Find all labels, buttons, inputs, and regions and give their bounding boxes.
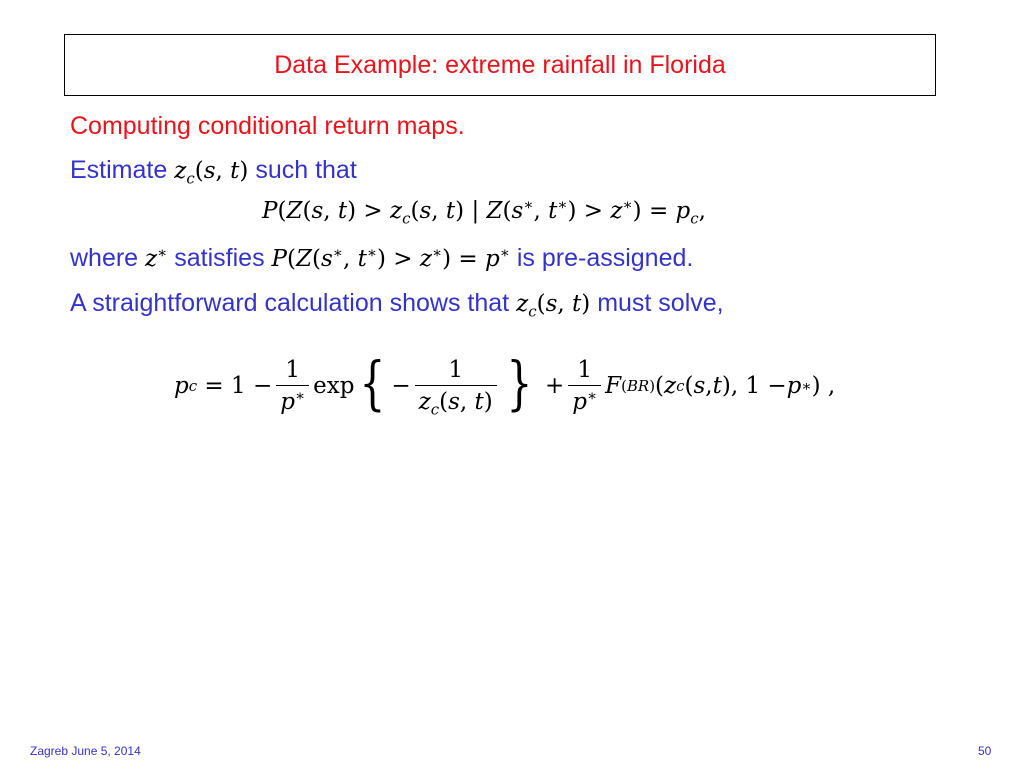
heading-text: Computing conditional return maps. [70, 112, 465, 140]
footer-date: Zagreb June 5, 2014 [30, 744, 141, 758]
conditional-probability-equation: P(Z(s, $t) > z_c(s$, t) | Z(s∗, $t^∗) > z^∗) = p_c$, [262, 195, 706, 228]
left-brace: { [359, 349, 386, 417]
preassigned-text: is pre-assigned. [516, 244, 694, 272]
where-prefix: where [70, 244, 139, 272]
fraction-one-over-pstar: $\frac{1}{p^∗}$ [276, 355, 309, 418]
where-equation: P(Z(s∗, t∗) > z∗) = p∗ [271, 243, 510, 272]
zc-st-math-2: $z_c(s$, t) [516, 291, 591, 321]
calculation-line [70, 289, 724, 321]
estimate-line [70, 156, 357, 188]
main-equation: p c = 1 − $\frac{1}{p^∗}$ exp { − $\frac{1}{z_c(s, t)}$ } + $\frac{1}{p^∗}$ F (BR) ( z c ( s , t ), 1 − p ∗ ) , [174, 349, 836, 419]
calc-prefix: A straightforward calculation shows that [70, 289, 510, 317]
calc-suffix: must solve, [597, 289, 724, 317]
slide-title: Data Example: extreme rainfall in Florida [274, 50, 726, 79]
page-number: 50 [978, 744, 992, 758]
fraction-one-over-zc: $\frac{1}{z_c(s, t)}$ [415, 355, 497, 418]
right-brace: } [506, 349, 533, 417]
fraction-one-over-pstar-2: $\frac{1}{p^∗}$ [568, 355, 601, 418]
z-star-math: z∗ [145, 243, 168, 272]
where-line [70, 244, 693, 273]
estimate-prefix: Estimate [70, 156, 168, 184]
zc-st-math: $z_c(s$, t) [174, 158, 249, 188]
satisfies-text: satisfies [174, 244, 265, 272]
title-box [64, 34, 936, 96]
estimate-suffix: such that [255, 156, 357, 184]
heading-line [70, 112, 465, 141]
